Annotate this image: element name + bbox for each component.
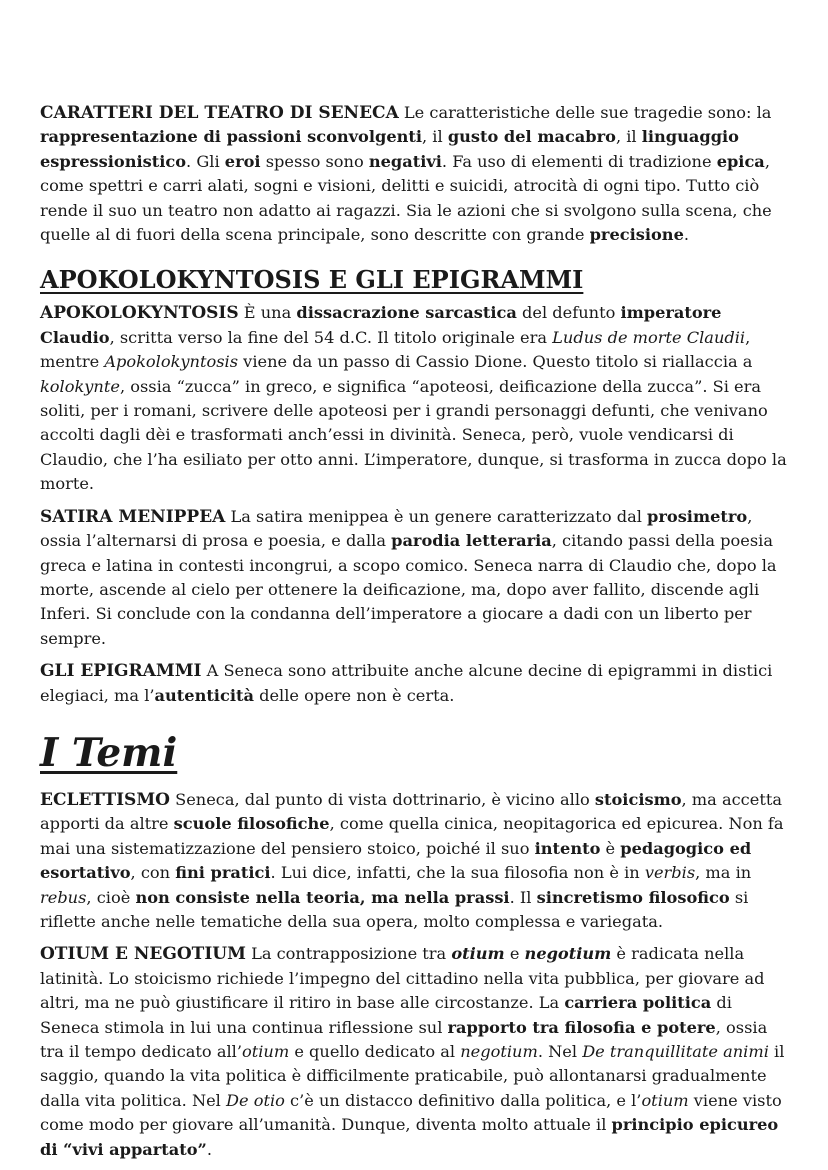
bold-run: principio epicureo di “vivi appartato” [40,1115,779,1159]
italic-run: otium [241,1042,290,1061]
text-run: viene visto come modo per giovare all’umanità. Dunque, diventa molto attuale il [40,1090,782,1135]
text-run: il saggio, quando la vita politica è difficilmente praticabile, può allontanarsi gradualmente dalla vita politica. Nel [40,1042,785,1110]
text-run: , ma accetta apporti da altre [40,789,782,834]
paragraph-teatro [40,101,792,247]
section-heading-temi: I Temi [40,729,178,776]
section-heading-apokolokyntosis: APOKOLOKYNTOSIS E GLI EPIGRAMMI [40,265,584,295]
bold-run: pedagogico ed esortativo [40,838,752,883]
text-run: . Nel [537,1042,583,1061]
text-run: A Seneca sono attribuite anche alcune decine di epigrammi in distici elegiaci, ma l’ [40,661,773,705]
paragraph-lead: CARATTERI DEL TEATRO DI SENECA [40,103,399,123]
bold-run: autenticità [154,685,254,705]
text-run: di Seneca stimola in lui una continua riflessione sul [40,993,732,1037]
paragraph-apokolokyntosis [40,301,792,496]
bold-run: scuole filosofiche [173,814,330,834]
text-run: è [600,838,621,858]
paragraph-lead: SATIRA MENIPPEA [40,506,226,527]
italic-run: otium [641,1090,689,1110]
bold-run: negativi [368,151,442,171]
paragraph-epigrammi [40,659,792,708]
bold-run: fini pratici [175,863,271,883]
italic-run: negotium [460,1042,538,1061]
text-run: e [504,944,525,964]
paragraph-lead: ECLETTISMO [40,789,170,810]
italic-run: Apokolokyntosis [104,352,239,372]
text-run: , ossia tra il tempo dedicato all’ [40,1017,768,1061]
text-run: , con [130,863,176,883]
bold-italic-run: negotium [524,944,612,964]
text-run: Le caratteristiche delle sue tragedie sono: la [398,103,772,122]
bold-run: sincretismo filosofico [536,887,730,907]
text-run: . Gli [186,151,225,171]
text-run: viene da un passo di Cassio Dione. Questo titolo si riallaccia a [238,352,753,372]
text-run: . Fa uso di elementi di tradizione [441,151,717,171]
bold-run: rappresentazione di passioni sconvolgenti [40,127,423,147]
bold-run: imperatore Claudio [40,303,722,347]
bold-run: prosimetro [647,506,748,526]
bold-run: rapporto tra filosofia e potere [447,1017,716,1037]
text-run: e quello dedicato al [289,1042,461,1061]
paragraph-lead: APOKOLOKYNTOSIS [40,303,239,324]
text-run: . [206,1139,213,1159]
text-run: del defunto [516,303,621,323]
text-run: . [683,225,690,245]
bold-italic-run: otium [451,944,505,964]
text-run: , ma in [695,863,752,883]
bold-run: linguaggio espressionistico [40,127,739,171]
text-run: , citando passi della poesia greca e latina in contesti incongrui, a scopo comico. Seneca narra di Claudio che, dopo la morte, ascende al cielo per ottenere la deificazione, ma, dopo aver fallito, discende agli Inferi. Si conclude con la condanna dell’imperatore a giocare a dadi con un liberto per sempre. [40,531,777,648]
text-run: La contrapposizione tra [245,944,452,964]
italic-run: kolokynte [40,376,120,396]
paragraph-lead: OTIUM E NEGOTIUM [40,944,246,965]
text-run: , il [615,127,642,147]
bold-run: gusto del macabro [447,127,616,147]
text-run: . Il [509,887,537,907]
italic-run: De otio [226,1090,285,1110]
text-run: delle opere non è certa. [253,685,455,705]
text-run: , ossia “zucca” in greco, e significa “apoteosi, deificazione della zucca”. Si era soliti, per i romani, scrivere delle apoteosi per i grandi personaggi defunti, che venivano accolti dagli dèi e trasformati anch’essi in divinità. Seneca, però, vuole vendicarsi di Claudio, che l’ha esiliato per otto anni. L’imperatore, dunque, si trasforma in zucca dopo la morte. [40,376,787,494]
bold-run: eroi [224,151,261,171]
text-run: È una [238,303,297,323]
italic-run: rebus [40,887,87,907]
bold-run: stoicismo [594,789,682,809]
bold-run: dissacrazione sarcastica [296,303,517,323]
bold-run: carriera politica [564,993,712,1013]
bold-run: non consiste nella teoria, ma nella prassi [135,887,510,907]
paragraph-satira-menippea [40,505,792,651]
text-run: , ossia l’alternarsi di prosa e poesia, e dalla [40,506,753,551]
text-run: , cioè [86,887,136,907]
text-run: è radicata nella latinità. Lo stoicismo richiede l’impegno del cittadino nella vita pubblica, per giovare ad altri, ma ne può giustificare il ritiro in base alle circostanze. La [40,944,765,1013]
text-run: Seneca, dal punto di vista dottrinario, è vicino allo [169,789,595,809]
text-run: La satira menippea è un genere caratterizzato dal [225,506,648,526]
bold-run: precisione [589,225,684,245]
italic-run: verbis [644,863,696,883]
italic-run: Ludus de morte Claudii [552,327,746,347]
text-run: . Lui dice, infatti, che la sua filosofia non è in [270,863,645,883]
text-run: c’è un distacco definitivo dalla politica, e l’ [284,1090,642,1110]
bold-run: epica [716,151,765,171]
italic-run: De tranquillitate animi [582,1042,769,1061]
bold-run: parodia letteraria [391,531,552,551]
bold-run: intento [534,838,601,858]
text-run: , come quella cinica, neopitagorica ed epicurea. Non fa mai una sistematizzazione del pensiero stoico, poiché il suo [40,814,784,858]
document-page [40,101,792,1170]
text-run: , come spettri e carri alati, sogni e visioni, delitti e suicidi, atrocità di ogni tipo. Tutto ciò rende il suo un teatro non adatto ai ragazzi. Sia le azioni che si svolgono sulla scena, che quelle al di fuori della scena principale, sono descritte con grande [40,151,772,245]
text-run: , scritta verso la fine del 54 d.C. Il titolo originale era [109,327,553,347]
text-run: si riflette anche nelle tematiche della sua opera, molto complessa e variegata. [40,887,749,931]
paragraph-otium-negotium [40,942,792,1162]
text-run: , il [422,127,448,147]
text-run: spesso sono [260,151,369,171]
paragraph-eclettismo [40,788,792,934]
text-run: , mentre [40,327,751,372]
paragraph-lead: GLI EPIGRAMMI [40,661,202,682]
